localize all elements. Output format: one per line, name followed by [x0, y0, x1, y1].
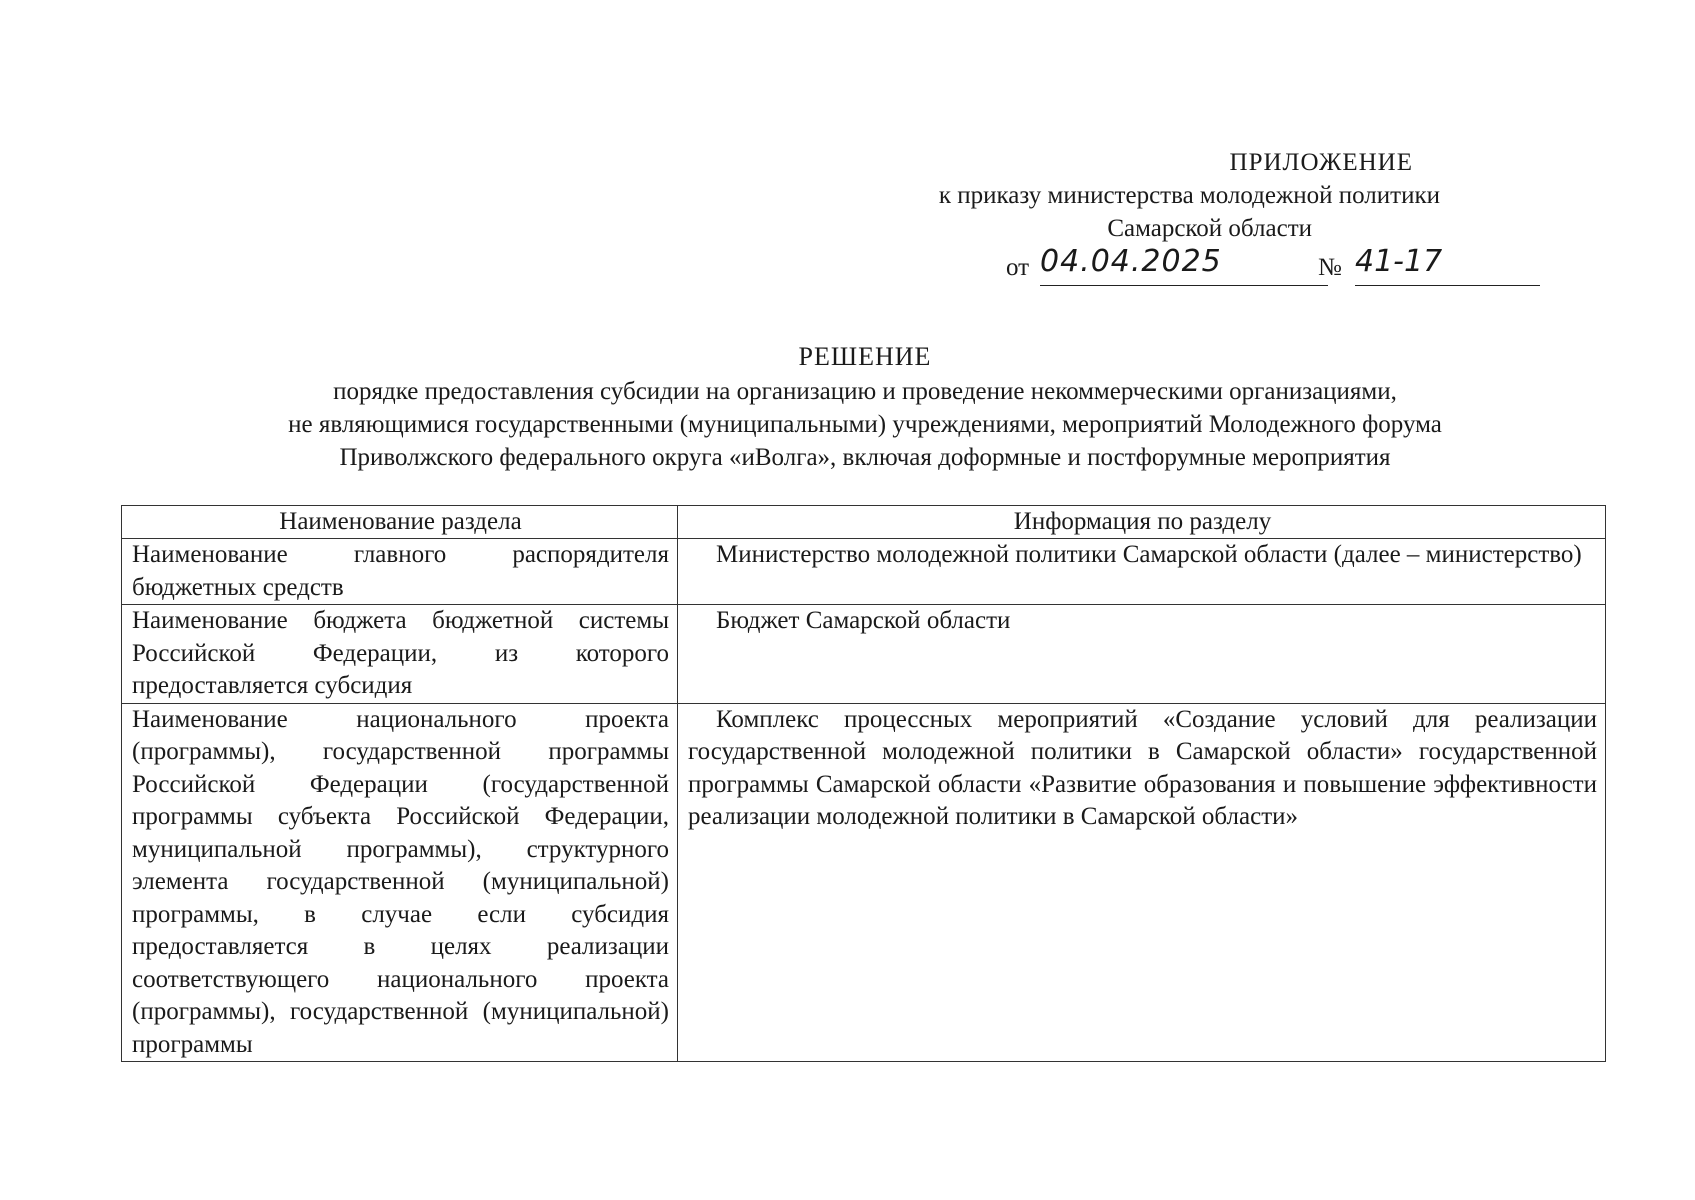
heading-line-1: порядке предоставления субсидии на организацию и проведение некоммерческими организациями,: [333, 378, 1397, 405]
table-header-row: [122, 506, 1606, 539]
heading-line-2: не являющимися государственными (муниципальными) учреждениями, мероприятий Молодежного форума: [288, 411, 1442, 438]
heading-line-3: Приволжского федерального округа «иВолга», включая доформные и постфорумные мероприятия: [339, 444, 1391, 471]
table-row: [122, 703, 1606, 1062]
info-cell: Комплекс процессных мероприятий «Создание условий для реализации государственной молодежной политики в Самарской области» государственной программы Самарской области «Развитие образования и повышение эффективности реализации молодежной политики в Самарской области»: [678, 703, 1606, 1062]
decision-table: [121, 505, 1606, 1062]
info-cell: Министерство молодежной политики Самарской области (далее – министерство): [678, 539, 1606, 605]
appendix-block: [840, 146, 1443, 287]
appendix-title: ПРИЛОЖЕНИЕ: [1229, 149, 1413, 176]
info-cell: Бюджет Самарской области: [678, 605, 1606, 704]
table-row: [122, 539, 1606, 605]
heading-title: РЕШЕНИЕ: [798, 342, 932, 371]
appendix-date-number-line: [840, 244, 1443, 287]
header-section-name: Наименование раздела: [122, 506, 678, 539]
handwritten-date: 04.04.2025: [1040, 245, 1328, 286]
appendix-order-line: к приказу министерства молодежной политики: [938, 182, 1440, 209]
date-prefix: от: [1006, 254, 1030, 281]
table-row: [122, 605, 1606, 704]
header-section-info: Информация по разделу: [678, 506, 1606, 539]
appendix-region-line: Самарской области: [1107, 215, 1312, 242]
section-cell: Наименование бюджета бюджетной системы Российской Федерации, из которого предоставляется субсидия: [122, 605, 678, 704]
handwritten-number: 41-17: [1355, 245, 1540, 286]
section-cell: Наименование национального проекта (программы), государственной программы Российской Федерации (государственной программы субъекта Российской Федерации, муниципальной программы), структурного элемента государственной (муниципальной) программы, в случае если субсидия предоставляется в целях реализации соответствующего национального проекта (программы), государственной (муниципальной) программы: [122, 703, 678, 1062]
document-heading: [120, 340, 1610, 474]
section-cell: Наименование главного распорядителя бюджетных средств: [122, 539, 678, 605]
number-prefix: №: [1318, 254, 1342, 281]
